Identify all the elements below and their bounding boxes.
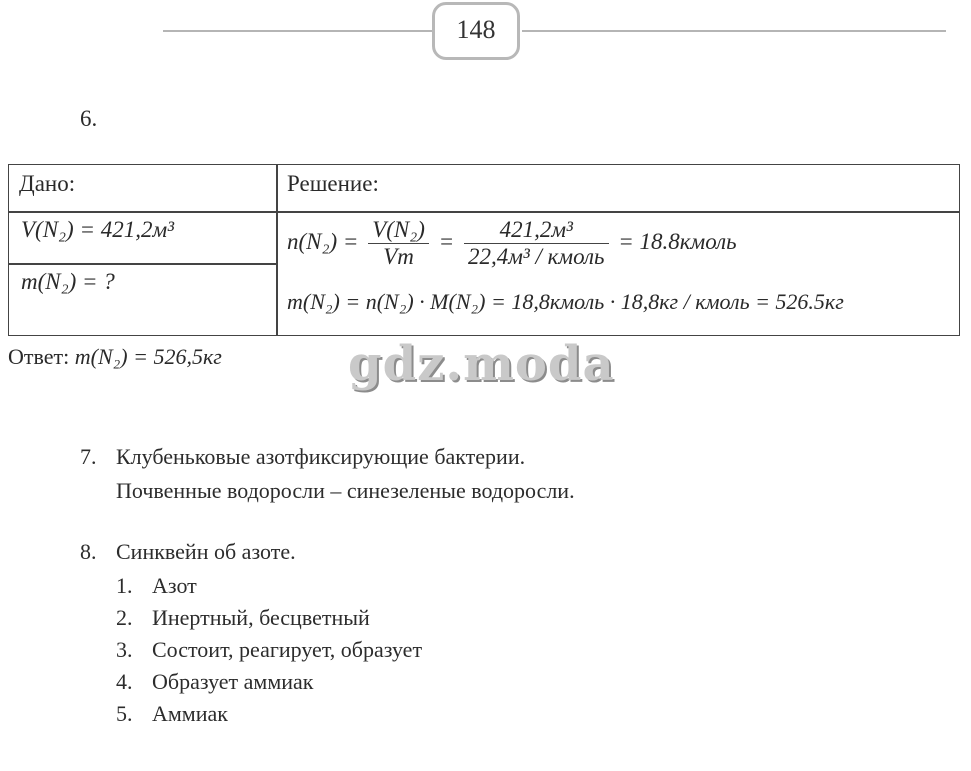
cinquain-item-text: Аммиак <box>152 701 228 726</box>
task-6-number: 6. <box>80 106 98 131</box>
eq1-result: = 18.8кмоль <box>618 228 737 254</box>
cinquain-item-text: Состоит, реагирует, образует <box>152 637 423 662</box>
given-header: Дано: <box>19 171 76 196</box>
task-8-number: 8. <box>80 539 97 564</box>
fraction-1-numerator: V(N₂) <box>368 217 429 244</box>
solution-table <box>8 164 960 336</box>
fraction-2 <box>464 217 609 270</box>
equation-mass: m(N₂) = n(N₂) · M(N₂) = 18,8кмоль · 18,8кг / кмоль = 526.5кг <box>287 289 844 314</box>
header-rule-right <box>522 30 946 32</box>
table-divider-header <box>9 211 959 213</box>
find-mass: m(N₂) = ? <box>21 269 115 294</box>
task-8-title: Синквейн об азоте. <box>116 539 296 564</box>
given-volume: V(N₂) = 421,2м³ <box>21 217 175 242</box>
eq1-lhs: n(N₂) = <box>287 228 359 254</box>
page-number: 148 <box>432 2 520 60</box>
answer-value: m(N₂) = 526,5кг <box>74 344 222 369</box>
header-rule-left <box>163 30 433 32</box>
cinquain-item-number: 4. <box>116 669 133 694</box>
fraction-2-numerator: 421,2м³ <box>464 217 609 244</box>
cinquain-item-number: 5. <box>116 701 133 726</box>
cinquain-item-text: Инертный, бесцветный <box>152 605 370 630</box>
cinquain-item-text: Образует аммиак <box>152 669 314 694</box>
watermark-logo: gdz.moda <box>348 336 615 392</box>
answer-label: Ответ: <box>8 344 70 369</box>
table-divider-vertical <box>276 165 278 335</box>
fraction-2-denominator: 22,4м³ / кмоль <box>467 244 605 269</box>
answer-line <box>8 344 222 370</box>
fraction-1 <box>368 217 429 270</box>
table-divider-given <box>9 263 277 265</box>
solution-header: Решение: <box>287 171 379 196</box>
task-7-number: 7. <box>80 444 97 469</box>
cinquain-item-number: 3. <box>116 637 133 662</box>
equation-moles: n(N₂) = $\frac{\text{V(N₂)}}{Vm}$ = $\frac{\text{421,2м³}}{\text{22,4м³ / кмоль}}$ = 18.8кмоль <box>287 217 737 269</box>
cinquain-item-number: 2. <box>116 605 133 630</box>
task-7-line-1: Клубеньковые азотфиксирующие бактерии. <box>116 444 526 469</box>
task-7-line-2: Почвенные водоросли – синезеленые водоросли. <box>116 478 575 503</box>
fraction-1-denominator: Vm <box>383 244 414 269</box>
cinquain-item-text: Азот <box>152 573 197 598</box>
cinquain-item-number: 1. <box>116 573 133 598</box>
